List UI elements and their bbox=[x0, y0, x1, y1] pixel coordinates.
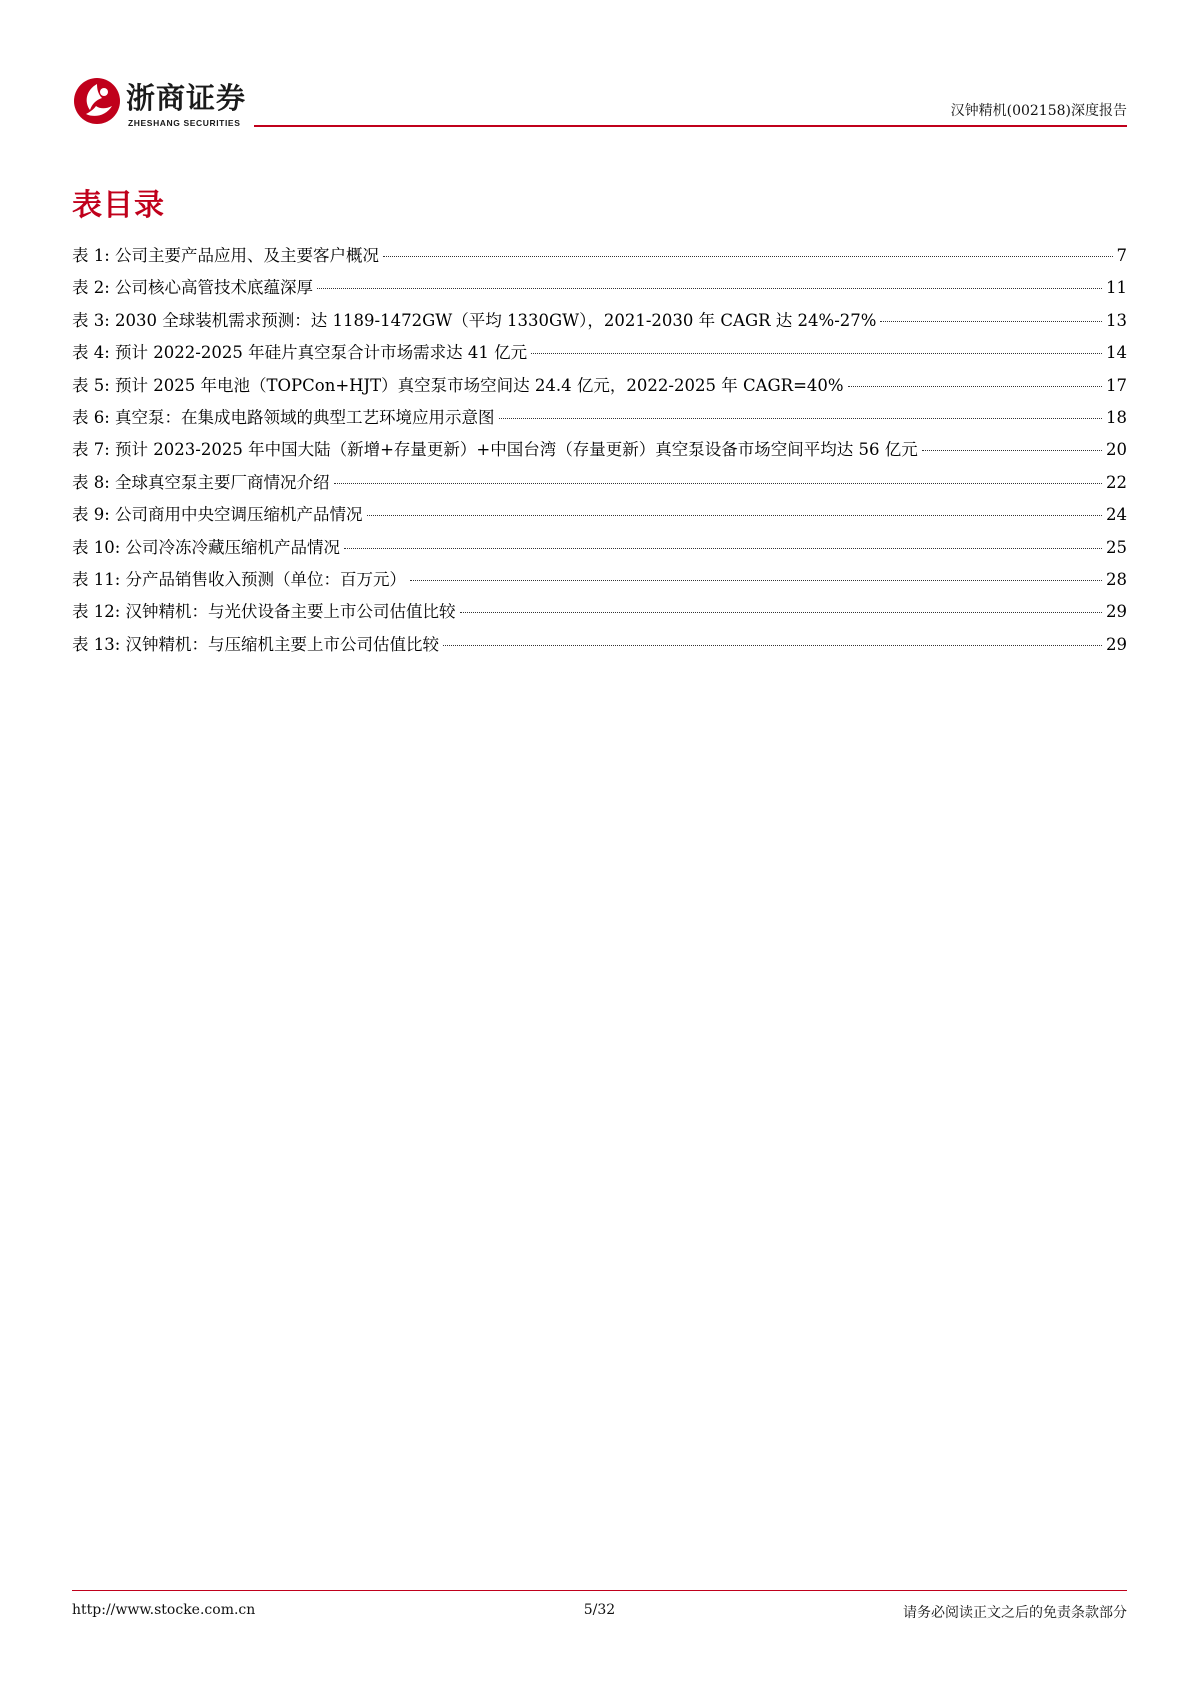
toc-entry-label: 表 6: 真空泵：在集成电路领域的典型工艺环境应用示意图 bbox=[72, 407, 495, 427]
footer-disclaimer: 请务必阅读正文之后的免责条款部分 bbox=[903, 1605, 1127, 1621]
toc-dot-leader bbox=[499, 418, 1102, 419]
footer-divider bbox=[72, 1590, 1127, 1591]
toc-entry-page: 25 bbox=[1106, 537, 1127, 557]
header-divider bbox=[254, 125, 1127, 127]
toc-entry-label: 表 2: 公司核心高管技术底蕴深厚 bbox=[72, 278, 314, 298]
toc-dot-leader bbox=[334, 483, 1102, 484]
toc-entry[interactable] bbox=[72, 499, 1127, 531]
toc-entry[interactable] bbox=[72, 564, 1127, 596]
page-header bbox=[72, 74, 1127, 134]
toc-entry[interactable] bbox=[72, 305, 1127, 337]
toc-entry-page: 7 bbox=[1116, 246, 1127, 265]
toc-dot-leader bbox=[443, 645, 1102, 646]
toc-entry[interactable] bbox=[72, 434, 1127, 466]
toc-entry-label: 表 11: 分产品销售收入预测（单位：百万元） bbox=[72, 569, 407, 589]
toc-entry[interactable] bbox=[72, 240, 1127, 272]
toc-dot-leader bbox=[848, 386, 1102, 387]
toc-entry-page: 13 bbox=[1106, 310, 1127, 330]
toc-dot-leader bbox=[922, 450, 1102, 451]
toc-entry-page: 24 bbox=[1106, 505, 1127, 525]
toc-dot-leader bbox=[344, 548, 1102, 549]
toc-entry[interactable] bbox=[72, 467, 1127, 499]
toc-dot-leader bbox=[460, 612, 1102, 613]
toc-entry[interactable] bbox=[72, 596, 1127, 628]
table-of-contents bbox=[72, 240, 1127, 661]
toc-dot-leader bbox=[367, 515, 1102, 516]
toc-entry-page: 28 bbox=[1106, 569, 1127, 589]
zheshang-logo-icon bbox=[72, 76, 122, 126]
toc-dot-leader bbox=[317, 288, 1102, 289]
toc-dot-leader bbox=[383, 256, 1112, 257]
toc-entry-page: 20 bbox=[1106, 440, 1127, 460]
page-number: 5/32 bbox=[583, 1602, 616, 1618]
toc-entry-label: 表 9: 公司商用中央空调压缩机产品情况 bbox=[72, 505, 363, 525]
toc-dot-leader bbox=[880, 321, 1102, 322]
toc-entry[interactable] bbox=[72, 337, 1127, 369]
toc-entry-label: 表 8: 全球真空泵主要厂商情况介绍 bbox=[72, 472, 330, 492]
logo-english-name: ZHESHANG SECURITIES bbox=[128, 118, 241, 128]
report-title: 汉钟精机(002158)深度报告 bbox=[950, 103, 1127, 119]
toc-entry-label: 表 10: 公司冷冻冷藏压缩机产品情况 bbox=[72, 537, 341, 557]
toc-entry[interactable] bbox=[72, 629, 1127, 661]
toc-entry-page: 17 bbox=[1106, 375, 1127, 395]
toc-entry-label: 表 3: 2030 全球装机需求预测：达 1189-1472GW（平均 1330GW），2021-2030 年 CAGR 达 24%-27% bbox=[72, 310, 877, 330]
toc-entry-label: 表 4: 预计 2022-2025 年硅片真空泵合计市场需求达 41 亿元 bbox=[72, 343, 528, 363]
toc-entry[interactable] bbox=[72, 272, 1127, 304]
toc-entry-page: 29 bbox=[1106, 602, 1127, 622]
toc-entry-page: 11 bbox=[1106, 278, 1127, 298]
toc-entry-page: 22 bbox=[1106, 472, 1127, 492]
toc-entry-page: 18 bbox=[1106, 407, 1127, 427]
toc-dot-leader bbox=[531, 353, 1102, 354]
footer-website-link[interactable]: http://www.stocke.com.cn bbox=[72, 1602, 256, 1618]
toc-entry-label: 表 1: 公司主要产品应用、及主要客户概况 bbox=[72, 246, 380, 265]
section-title: 表目录 bbox=[72, 188, 165, 223]
toc-entry[interactable] bbox=[72, 370, 1127, 402]
toc-entry[interactable] bbox=[72, 402, 1127, 434]
toc-entry-label: 表 13: 汉钟精机：与压缩机主要上市公司估值比较 bbox=[72, 634, 440, 654]
toc-dot-leader bbox=[410, 580, 1102, 581]
logo-chinese-name: 浙商证券 bbox=[126, 81, 247, 115]
toc-entry-page: 14 bbox=[1106, 343, 1127, 363]
page-footer bbox=[72, 1590, 1127, 1630]
toc-entry-label: 表 5: 预计 2025 年电池（TOPCon+HJT）真空泵市场空间达 24.4 亿元，2022-2025 年 CAGR=40% bbox=[72, 375, 844, 395]
toc-entry-label: 表 7: 预计 2023-2025 年中国大陆（新增+存量更新）+中国台湾（存量更新）真空泵设备市场空间平均达 56 亿元 bbox=[72, 440, 918, 460]
toc-entry[interactable] bbox=[72, 532, 1127, 564]
toc-entry-label: 表 12: 汉钟精机：与光伏设备主要上市公司估值比较 bbox=[72, 602, 456, 622]
toc-entry-page: 29 bbox=[1106, 634, 1127, 654]
